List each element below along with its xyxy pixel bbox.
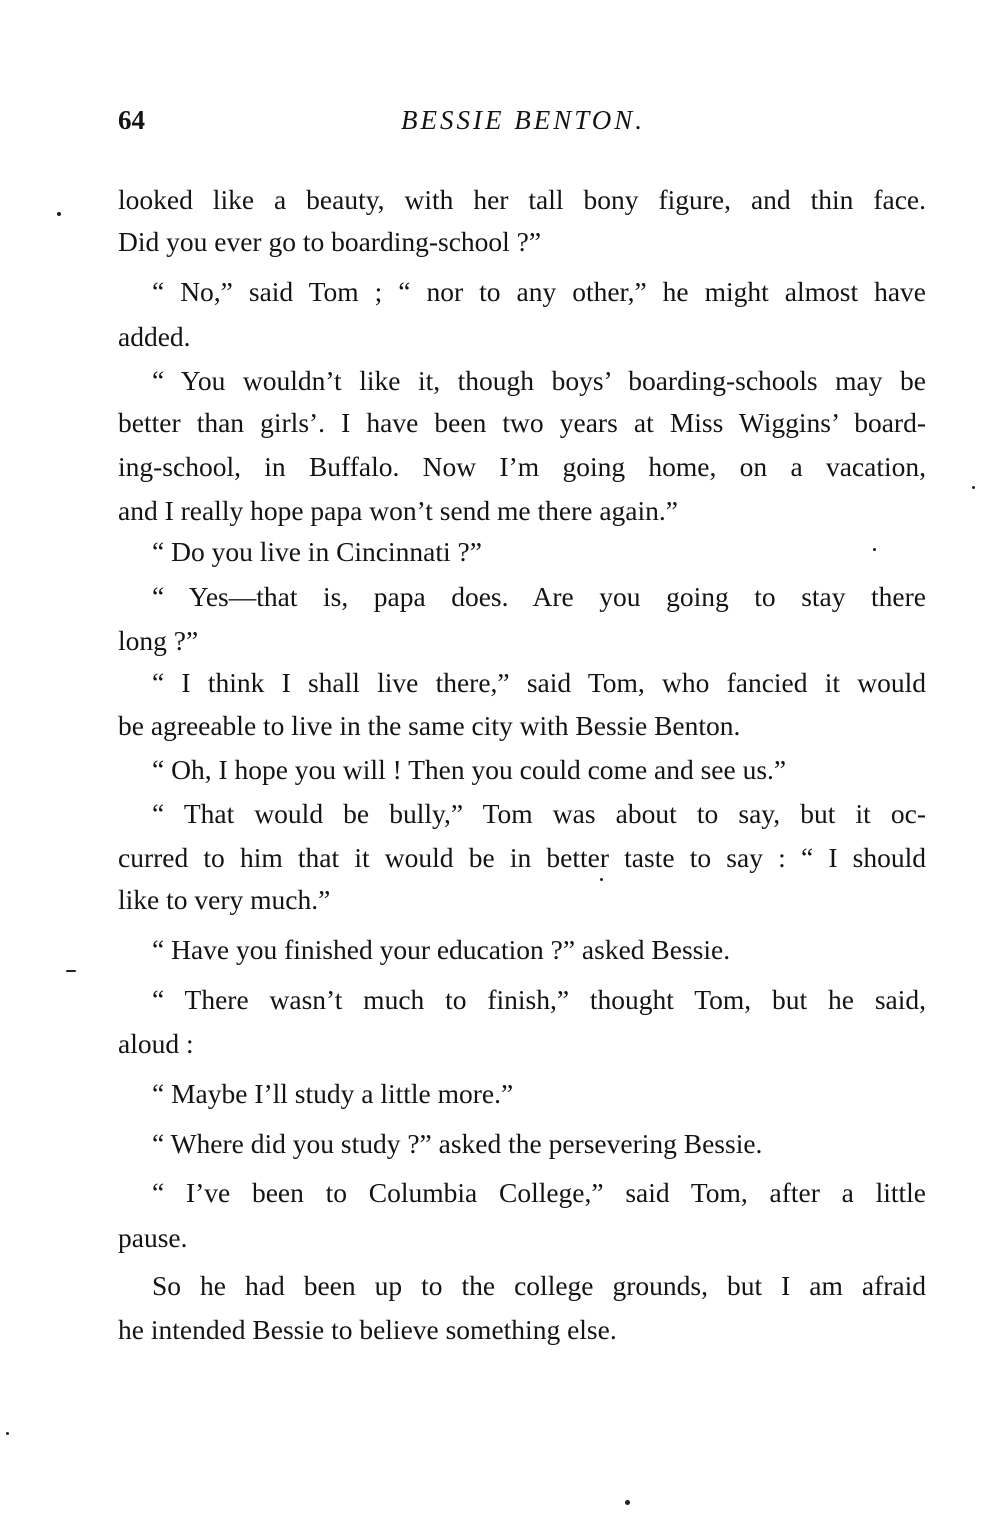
text-line: aloud : [118,1028,194,1059]
text-line: “ No,” said Tom ; “ nor to any other,” he might almost have [152,276,926,307]
text-line: added. [118,321,191,352]
text-line: be agreeable to live in the same city with Bessie Benton. [118,710,741,741]
text-line: ing-school, in Buffalo. Now I’m going home, on a vacation, [118,451,926,482]
text-line: “ I’ve been to Columbia College,” said Tom, after a little [152,1177,926,1208]
text-line: So he had been up to the college grounds, but I am afraid [152,1270,926,1301]
text-line: “ Have you finished your education ?” asked Bessie. [152,934,731,965]
text-line: “ Yes—that is, papa does. Are you going to stay there [152,581,926,612]
text-line: “ Where did you study ?” asked the persevering Bessie. [152,1128,763,1159]
running-title: BESSIE BENTON. [401,105,645,135]
text-line: “ That would be bully,” Tom was about to say, but it oc- [152,798,926,829]
print-speck [972,486,975,489]
text-line: long ?” [118,625,199,656]
text-line: Did you ever go to boarding-school ?” [118,226,542,257]
text-line: “ I think I shall live there,” said Tom, who fancied it would [152,667,926,698]
print-speck [625,1500,630,1505]
text-line: curred to him that it would be in better taste to say : “ I should [118,842,926,873]
text-line: looked like a beauty, with her tall bony figure, and thin face. [118,184,926,215]
print-speck [66,970,76,972]
text-line: pause. [118,1222,188,1253]
print-speck [600,878,603,881]
text-line: “ Oh, I hope you will ! Then you could come and see us.” [152,754,787,785]
text-line: “ Maybe I’ll study a little more.” [152,1078,514,1109]
print-speck [6,1432,9,1435]
text-line: “ Do you live in Cincinnati ?” [152,536,482,567]
page-header [118,105,928,145]
print-speck [57,212,61,216]
page-number: 64 [118,105,145,135]
text-line: he intended Bessie to believe something else. [118,1314,617,1345]
text-line: and I really hope papa won’t send me there again.” [118,495,678,526]
text-line: better than girls’. I have been two years at Miss Wiggins’ board- [118,407,926,438]
text-line: like to very much.” [118,884,331,915]
text-line: “ There wasn’t much to finish,” thought Tom, but he said, [152,984,926,1015]
print-speck [873,548,876,551]
text-line: “ You wouldn’t like it, though boys’ boarding-schools may be [152,365,926,396]
